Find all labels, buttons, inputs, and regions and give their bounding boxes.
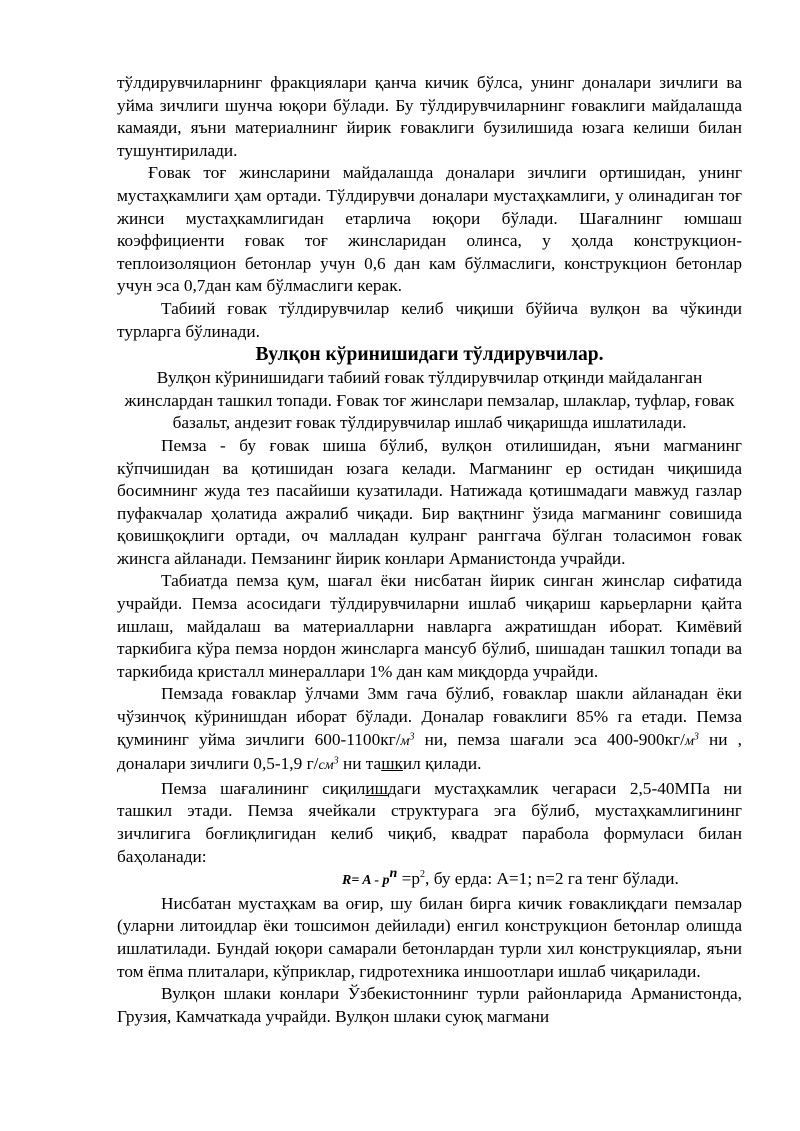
formula-exponent: n — [389, 866, 398, 882]
text-run: ни , доналари зичлиги 0,5-1,9 г/ — [117, 729, 742, 774]
paragraph-4: Вулқон кўринишидаги табиий ғовак тўлдирувчилар отқинди майдаланган жинслардан ташкил топади. Ғовак тоғ жинслари пемзалар, шлаклар, туфлар, ғовак базальт, андезит ғовак тўлдирувчилар ишлаб чиқаришда ишлатилади. — [124, 368, 735, 433]
paragraph-9: Нисбатан мустаҳкам ва оғир, шу билан бирга кичик ғоваклиқдаги пемзалар (уларни литоидлар ёки тошсимон дейилади) енгил конструкцион бетонлар олишда ишлатилади. Бундай юқори самарали бетонлардан турли хил конструкциялар, яъни том ёпма плиталари, кўприклар, гидротехника иншоотлари ишлаб чиқарилади. — [117, 893, 742, 981]
text-run: ни та — [338, 754, 382, 774]
paragraph-7 — [117, 683, 742, 777]
formula-lhs: R= A - p — [342, 873, 390, 889]
unit-m3: $м^3$ — [400, 730, 415, 749]
paragraph-8 — [117, 778, 742, 868]
underlined-text: шк — [381, 754, 403, 774]
formula-note: , бу ерда: A=1; n=2 га тенг бўлади. — [425, 869, 679, 889]
text-run: ни, пемза шағали эса 400-900кг/ — [414, 729, 685, 749]
unit-cm3: $см^3$ — [318, 755, 339, 774]
text-run: ил қилади. — [402, 754, 482, 774]
formula-eq: =p — [397, 869, 421, 889]
document-page — [117, 72, 742, 1028]
text-run: даги мустаҳкамлик чегараси 2,5-40МПа ни ташкил этади. Пемза ячейкали структурага эга бўлиб, мустаҳкамлигининг зичлигига боғлиқлигидан келиб чиқиб, квадрат парабола формуласи билан баҳоланади: — [117, 778, 742, 866]
formula-line — [117, 868, 742, 893]
paragraph-10: Вулқон шлаки конлари Ўзбекистоннинг турли районларида Арманистонда, Грузия, Камчаткада учрайди. Вулқон шлаки суюқ магмани — [117, 984, 742, 1026]
paragraph-6: Табиатда пемза қум, шағал ёки нисбатан йирик синган жинслар сифатида учрайди. Пемза асосидаги тўлдирувчиларни ишлаб чиқариш карьерларни қайта ишлаш, майдалаш ва материалларни навларга ажратишдан иборат. Кимёвий таркибига кўра пемза нордон жинсларга мансуб бўлиб, шишадан ташкил топади ва таркибида кристалл минераллари 1% дан кам миқдорда учрайди. — [117, 571, 742, 681]
unit-m3: $м^3$ — [684, 730, 699, 749]
formula-square: 2 — [420, 869, 426, 881]
underlined-text: иш — [365, 778, 388, 798]
section-heading: Вулқон кўринишидаги тўлдирувчилар. — [255, 344, 604, 366]
paragraph-1: тўлдирувчиларнинг фракциялари қанча кичик бўлса, унинг доналари зичлиги ва уйма зичлиги шунча юқори бўлади. Бу тўлдирувчиларнинг ғоваклиги майдалашда камаяди, яъни материалнинг йирик ғоваклиги бузилишида юзага келиши билан тушунтирилади. — [117, 73, 742, 160]
paragraph-5: Пемза - бу ғовак шиша бўлиб, вулқон отилишидан, яъни магманинг кўпчишидан ва қотишидан юзага келади. Магманинг ер остидан чиқишида босимнинг жуда тез пасайиши кузатилади. Натижада қотишмадаги мавжуд газлар пуфакчалар ҳолатида ажралиб чиқади. Бир вақтнинг ўзида магманинг совишида қовишқоқлиги ортади, оч малладан кулранг ранггача бўлган толасимон ғовак жинсга айланади. Пемзанинг йирик конлари Арманистонда учрайди. — [117, 435, 742, 568]
text-run: Пемза шағалининг сиқил — [161, 778, 366, 798]
paragraph-2: Ғовак тоғ жинсларини майдалашда доналари зичлиги ортишидан, унинг мустаҳкамлиги ҳам ортади. Тўлдирувчи доналари мустаҳкамлиги, у олинадиган тоғ жинси мустаҳкамлигидан етарлича юқори бўлади. Шағалнинг юмшаш коэффициенти ғовак тоғ жинсларидан олинса, у ҳолда конструкцион- теплоизоляцион бетонлар учун 0,6 дан кам бўлмаслиги, конструкцион бетонлар учун эса 0,7дан кам бўлмаслиги керак. — [117, 163, 742, 296]
paragraph-3: Табиий ғовак тўлдирувчилар келиб чиқиши бўйича вулқон ва чўкинди турларга бўлинади. — [117, 298, 742, 341]
text-run: Пемзада ғоваклар ўлчами 3мм гача бўлиб, ғоваклар шакли айланадан ёки чўзинчоқ кўринишдан иборат бўлади. Доналар ғоваклиги 85% га етади. Пемза қумининг уйма зичлиги 600-1100кг/ — [117, 684, 742, 749]
